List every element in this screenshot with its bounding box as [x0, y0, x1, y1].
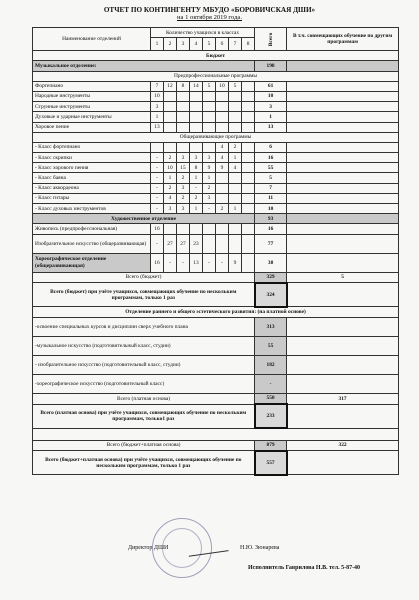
row-value: 15 [177, 163, 190, 173]
director-name: Н.Ю. Зюнарева [240, 545, 280, 551]
row-value [242, 122, 255, 132]
row-value: 16 [151, 253, 164, 272]
row-value: 10 [216, 81, 229, 91]
row-value: 1 [151, 112, 164, 122]
table-cell [287, 122, 399, 132]
report-title: ОТЧЕТ ПО КОНТИНГЕНТУ МБУДО «БОРОВИЧСКАЯ ДШИ» [103, 6, 316, 14]
row-value: - [151, 183, 164, 193]
row-value: 1 [190, 173, 203, 183]
row-value [177, 112, 190, 122]
music-label: Музыкальное отделение: [33, 61, 255, 71]
table-row [33, 204, 399, 214]
row-value: 2 [177, 193, 190, 203]
row-total: 10 [255, 204, 287, 214]
dance-total: 38 [255, 253, 287, 272]
row-value [229, 102, 242, 112]
row-name: - Класс хорового пения [33, 163, 151, 173]
table-row [33, 272, 399, 283]
table-cell [287, 317, 399, 336]
paid-sum-other: 317 [287, 393, 399, 404]
row-value [229, 173, 242, 183]
row-value: 1 [164, 173, 177, 183]
row-name: Живопись (предпрофессиональная) [33, 224, 151, 234]
row-name: - Класс баяна [33, 173, 151, 183]
row-value: - [164, 253, 177, 272]
budget-sum: 329 [255, 272, 287, 283]
row-total: 7 [255, 183, 287, 193]
header-total: Всего [255, 28, 287, 51]
grade-header: 3 [177, 38, 190, 51]
row-value: 2 [177, 173, 190, 183]
row-value [190, 112, 203, 122]
table-row [33, 451, 399, 475]
row-value: - [190, 183, 203, 193]
table-cell [287, 451, 399, 475]
table-row [33, 163, 399, 173]
row-value [242, 193, 255, 203]
row-value: - [216, 253, 229, 272]
paid-row-total: 55 [255, 336, 287, 355]
row-value: 4 [216, 142, 229, 152]
table-row [33, 214, 399, 224]
paid-sum2-label: Всего (платная основа) при учёте учащихся, совмещающих обучение по нескольким программам, только1 раз [33, 404, 255, 428]
row-value [242, 153, 255, 163]
row-value [203, 112, 216, 122]
row-total: 16 [255, 153, 287, 163]
row-value [242, 142, 255, 152]
paid-sum2: 233 [255, 404, 287, 428]
row-value: 3 [177, 204, 190, 214]
table-row [33, 71, 399, 81]
row-value: 1 [229, 204, 242, 214]
table-row [33, 355, 399, 374]
row-value: - [151, 234, 164, 253]
director-label: Директор ДШИ [128, 545, 169, 551]
table-cell [287, 142, 399, 152]
row-value: 9 [203, 163, 216, 173]
row-value [242, 224, 255, 234]
row-value [203, 224, 216, 234]
budget-sum-other: 5 [287, 272, 399, 283]
row-value: 13 [190, 253, 203, 272]
row-value: 3 [203, 193, 216, 203]
table-row [33, 51, 399, 61]
row-value: 9 [216, 163, 229, 173]
row-value: 3 [203, 153, 216, 163]
table-cell [287, 253, 399, 272]
table-cell [287, 81, 399, 91]
row-name: Духовые и ударные инструменты [33, 112, 151, 122]
paid-sum: 550 [255, 393, 287, 404]
table-row [33, 122, 399, 132]
row-value: 5 [229, 81, 242, 91]
row-value [229, 224, 242, 234]
all-sum-other: 322 [287, 440, 399, 451]
row-name: - Класс фортепиано [33, 142, 151, 152]
table-row [33, 336, 399, 355]
row-value [216, 91, 229, 101]
budget-sum2: 324 [255, 283, 287, 307]
section-budget: Бюджет [33, 51, 399, 61]
row-value [190, 224, 203, 234]
row-total: 55 [255, 163, 287, 173]
row-value [164, 112, 177, 122]
paid-row-name: - изобразительное искусство (подготовительный класс, студии) [33, 355, 255, 374]
row-name: - Класс духовых инструментов [33, 204, 151, 214]
contingent-table [32, 27, 399, 476]
table-cell [287, 224, 399, 234]
row-value [242, 112, 255, 122]
paid-sum-label: Всего (платная основа) [33, 393, 255, 404]
row-value [242, 91, 255, 101]
row-value: 27 [164, 234, 177, 253]
table-cell [287, 214, 399, 224]
report-date: на 1 октября 2019 года. [176, 14, 243, 21]
table-row [33, 132, 399, 142]
row-value [216, 122, 229, 132]
row-value: - [151, 204, 164, 214]
grade-header: 2 [164, 38, 177, 51]
grade-header: 1 [151, 38, 164, 51]
row-value: 14 [190, 81, 203, 91]
row-value [203, 122, 216, 132]
row-value: 3 [164, 204, 177, 214]
table-row [33, 102, 399, 112]
music-total: 198 [255, 61, 287, 71]
row-total: 3 [255, 102, 287, 112]
table-row [33, 112, 399, 122]
table-row [33, 183, 399, 193]
row-value: 2 [164, 183, 177, 193]
row-value: 23 [190, 234, 203, 253]
row-value: 9 [229, 253, 242, 272]
row-value [216, 173, 229, 183]
row-value [242, 234, 255, 253]
row-value: 12 [164, 81, 177, 91]
row-value: - [177, 253, 190, 272]
budget-sum-label: Всего (бюджет) [33, 272, 255, 283]
table-row [33, 81, 399, 91]
table-row [33, 61, 399, 71]
row-value: 27 [177, 234, 190, 253]
table-cell [287, 193, 399, 203]
header-name: Наименование отделений [33, 28, 151, 51]
row-total: 61 [255, 81, 287, 91]
row-name: Хоровое пение [33, 122, 151, 132]
table-cell [287, 283, 399, 307]
row-value: 3 [177, 153, 190, 163]
table-cell [287, 234, 399, 253]
row-value [177, 224, 190, 234]
table-cell [287, 112, 399, 122]
row-value: 2 [203, 183, 216, 193]
table-row [33, 317, 399, 336]
row-total: 13 [255, 122, 287, 132]
row-value [216, 193, 229, 203]
table-cell [287, 374, 399, 393]
table-cell [287, 163, 399, 173]
table-row [33, 428, 399, 440]
row-value [190, 91, 203, 101]
table-row [33, 307, 399, 318]
row-value [216, 234, 229, 253]
budget-sum2-label: Всего (бюджет) при учёте учащихся, совмещающих обучение по нескольким программам, только 1 раз [33, 283, 255, 307]
row-value [164, 224, 177, 234]
general-header: Общеразвивающие программы [33, 132, 399, 142]
row-total: 6 [255, 142, 287, 152]
row-value [164, 102, 177, 112]
row-name: Струнные инструменты [33, 102, 151, 112]
all-sum-label: Всего (бюджет+платная основа) [33, 440, 255, 451]
row-value: - [151, 193, 164, 203]
row-total: 77 [255, 234, 287, 253]
header-other: В т.ч. совмещающих обучение по другим программам [287, 28, 399, 51]
table-cell [33, 428, 399, 440]
row-value: 10 [164, 163, 177, 173]
row-value: 4 [216, 153, 229, 163]
row-value [229, 193, 242, 203]
paid-row-total: 182 [255, 355, 287, 374]
grade-header: 4 [190, 38, 203, 51]
row-value: - [203, 204, 216, 214]
row-value: 13 [151, 122, 164, 132]
row-value [177, 102, 190, 112]
row-value [216, 102, 229, 112]
row-value: 1 [190, 204, 203, 214]
row-value: 8 [177, 81, 190, 91]
table-row [33, 234, 399, 253]
row-value [164, 122, 177, 132]
grade-header: 8 [242, 38, 255, 51]
row-value: 3 [151, 102, 164, 112]
header-count: Количество учащихся в классах [151, 28, 255, 38]
row-value [216, 112, 229, 122]
paid-header: Отделение раннего и общего эстетического развития: (на платной основе) [33, 307, 399, 318]
row-value: 3 [190, 153, 203, 163]
table-cell [287, 355, 399, 374]
row-value [203, 142, 216, 152]
row-value [242, 253, 255, 272]
table-row [33, 142, 399, 152]
table-row [33, 193, 399, 203]
row-value [164, 142, 177, 152]
dance-label: Хореографическое отделение (общеразвивающая) [33, 253, 151, 272]
row-value [242, 163, 255, 173]
art-label: Художественное отделение [33, 214, 255, 224]
table-row [33, 393, 399, 404]
table-row [33, 91, 399, 101]
table-row [33, 173, 399, 183]
row-value [203, 91, 216, 101]
executor-line: Исполнитель Гаврилова Н.В. тел. 5-87-40 [248, 565, 361, 571]
row-value [242, 81, 255, 91]
table-row [33, 28, 399, 38]
row-value: 2 [164, 153, 177, 163]
row-value: 4 [164, 193, 177, 203]
grade-header: 5 [203, 38, 216, 51]
row-value [164, 91, 177, 101]
table-row [33, 153, 399, 163]
row-value: 4 [229, 163, 242, 173]
table-cell [287, 204, 399, 214]
grade-header: 6 [216, 38, 229, 51]
row-value: 1 [203, 173, 216, 183]
row-value: 2 [229, 142, 242, 152]
preprof-header: Предпрофессиональные программы [33, 71, 399, 81]
table-row [33, 224, 399, 234]
row-value: 1 [229, 153, 242, 163]
row-value [242, 204, 255, 214]
row-value [190, 102, 203, 112]
paid-row-name: -музыкальное искусство (подготовительный класс, студии) [33, 336, 255, 355]
row-value: - [203, 253, 216, 272]
table-row [33, 253, 399, 272]
paid-row-total: 313 [255, 317, 287, 336]
row-name: Народные инструменты [33, 91, 151, 101]
row-value [229, 122, 242, 132]
table-cell [287, 91, 399, 101]
paid-row-name: -освоение специальных курсов и дисциплин сверх учебного плана [33, 317, 255, 336]
row-name: Фортепиано [33, 81, 151, 91]
row-value [216, 224, 229, 234]
row-value [177, 122, 190, 132]
row-value [203, 234, 216, 253]
row-value: 2 [190, 193, 203, 203]
row-name: - Класс скрипки [33, 153, 151, 163]
row-value: 7 [151, 81, 164, 91]
row-total: 10 [255, 91, 287, 101]
row-value: 8 [190, 163, 203, 173]
row-value [229, 183, 242, 193]
paid-row-name: -хореографическое искусство (подготовительный класс) [33, 374, 255, 393]
row-value [177, 91, 190, 101]
row-value: 3 [177, 183, 190, 193]
table-cell [287, 173, 399, 183]
row-value [229, 91, 242, 101]
row-total: 1 [255, 112, 287, 122]
table-cell [287, 61, 399, 71]
table-cell [287, 183, 399, 193]
grade-header: 7 [229, 38, 242, 51]
row-value: 10 [151, 91, 164, 101]
row-value [177, 142, 190, 152]
table-row [33, 440, 399, 451]
row-name: Изобразительное искусство (общеразвивающая) [33, 234, 151, 253]
all-sum: 879 [255, 440, 287, 451]
row-value [216, 183, 229, 193]
row-value [229, 112, 242, 122]
row-name: - Класс аккордеона [33, 183, 151, 193]
row-value [242, 173, 255, 183]
row-value: 5 [203, 81, 216, 91]
all-sum2: 557 [255, 451, 287, 475]
row-value [242, 183, 255, 193]
row-value: - [151, 153, 164, 163]
table-cell [287, 153, 399, 163]
row-value: 16 [151, 224, 164, 234]
row-value: - [151, 173, 164, 183]
row-value: 2 [216, 204, 229, 214]
row-total: 11 [255, 193, 287, 203]
table-cell [287, 102, 399, 112]
row-value [203, 102, 216, 112]
table-cell [287, 336, 399, 355]
row-total: 16 [255, 224, 287, 234]
table-row [33, 374, 399, 393]
row-value [151, 142, 164, 152]
row-value [190, 142, 203, 152]
all-sum2-label: Всего (бюджет+платная основа) при учёте учащихся, совмещающих обучение по нескольким программам, только 1 раз [33, 451, 255, 475]
paid-row-total: - [255, 374, 287, 393]
row-name: - Класс гитары [33, 193, 151, 203]
row-value [190, 122, 203, 132]
row-value: - [151, 163, 164, 173]
row-value [242, 102, 255, 112]
row-value [229, 234, 242, 253]
table-cell [287, 404, 399, 428]
table-row [33, 283, 399, 307]
table-row [33, 404, 399, 428]
art-total: 93 [255, 214, 287, 224]
row-total: 5 [255, 173, 287, 183]
